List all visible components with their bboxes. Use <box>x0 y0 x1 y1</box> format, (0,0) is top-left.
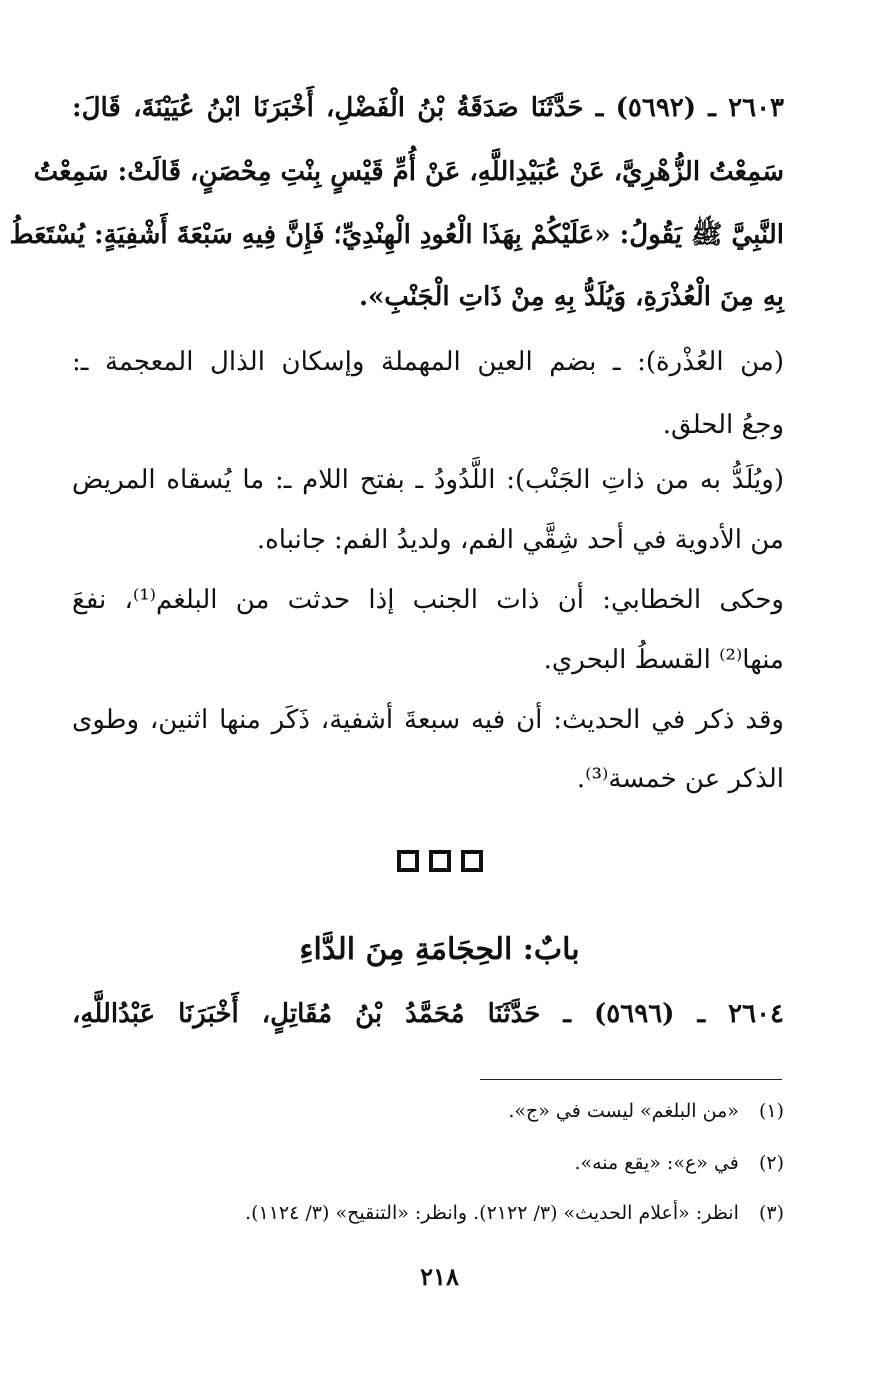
commentary-line-2: وجعُ الحلق. <box>662 410 784 440</box>
hadith-line-2: سَمِعْتُ الزُّهْرِيَّ، عَنْ عُبَيْدِاللَّهِ، عَنْ أُمِّ قَيْسٍ بِنْتِ مِحْصَنٍ، قَالَتْ: سَمِعْتُ <box>33 157 784 187</box>
footnote-number: (٣) <box>758 1202 784 1224</box>
footnote-number: (١) <box>758 1100 784 1122</box>
commentary-line-6: منها⁽²⁾ القسطُ البحري. <box>543 645 784 675</box>
separator-square-icon <box>461 850 483 872</box>
commentary-line-8: الذكر عن خمسة⁽³⁾. <box>576 764 784 794</box>
footnote-text: «من البلغم» ليست في «ج». <box>508 1100 739 1122</box>
page-number: ٢١٨ <box>420 1262 459 1291</box>
footnote-divider <box>480 1079 782 1080</box>
hadith-line-3: النَّبِيَّ ﷺ يَقُولُ: «عَلَيْكُمْ بِهَذَا الْعُودِ الْهِنْدِيِّ؛ فَإِنَّ فِيهِ سَبْعَةَ أَشْفِيَةٍ: يُسْتَعَطُ <box>9 220 784 250</box>
footnote-text: في «ع»: «يقع منه». <box>574 1152 739 1174</box>
commentary-line-4: من الأدوية في أحد شِقَّي الفم، ولديدُ الفم: جانباه. <box>256 525 784 555</box>
section-separator <box>0 842 879 882</box>
commentary-line-3: (ويُلَدُّ به من ذاتِ الجَنْب): اللَّدُودُ ـ بفتح اللام ـ: ما يُسقاه المريض <box>72 465 784 495</box>
hadith-2604-line: ٢٦٠٤ ـ (٥٦٩٦) ـ حَدَّثَنَا مُحَمَّدُ بْنُ مُقَاتِلٍ، أَخْبَرَنَا عَبْدُاللَّهِ، <box>72 999 784 1029</box>
footnote-1 <box>72 1096 784 1126</box>
footnote-number: (٢) <box>758 1152 784 1174</box>
commentary-line-5: وحكى الخطابي: أن ذات الجنب إذا حدثت من البلغم⁽¹⁾، نفعَ <box>72 585 784 615</box>
footnote-3 <box>72 1198 784 1228</box>
commentary-line-7: وقد ذكر في الحديث: أن فيه سبعةَ أشفية، ذَكَر منها اثنين، وطوى <box>72 705 784 735</box>
hadith-line-4: بِهِ مِنَ الْعُذْرَةِ، وَيُلَدُّ بِهِ مِنْ ذَاتِ الْجَنْبِ». <box>359 282 784 312</box>
separator-square-icon <box>397 850 419 872</box>
separator-square-icon <box>429 850 451 872</box>
commentary-line-1: (من العُذْرة): ـ بضم العين المهملة وإسكان الذال المعجمة ـ: <box>72 347 784 377</box>
footnote-2 <box>72 1148 784 1178</box>
hadith-line-1: ٢٦٠٣ ـ (٥٦٩٢) ـ حَدَّثَنَا صَدَقَةُ بْنُ الْفَضْلِ، أَخْبَرَنَا ابْنُ عُيَيْنَةَ، قَالَ: <box>72 93 784 123</box>
chapter-title: بابٌ: الحِجَامَةِ مِنَ الدَّاءِ <box>299 932 580 967</box>
footnote-text: انظر: «أعلام الحديث» (٣/ ٢١٢٢). وانظر: «التنقيح» (٣/ ١١٢٤). <box>245 1202 739 1224</box>
